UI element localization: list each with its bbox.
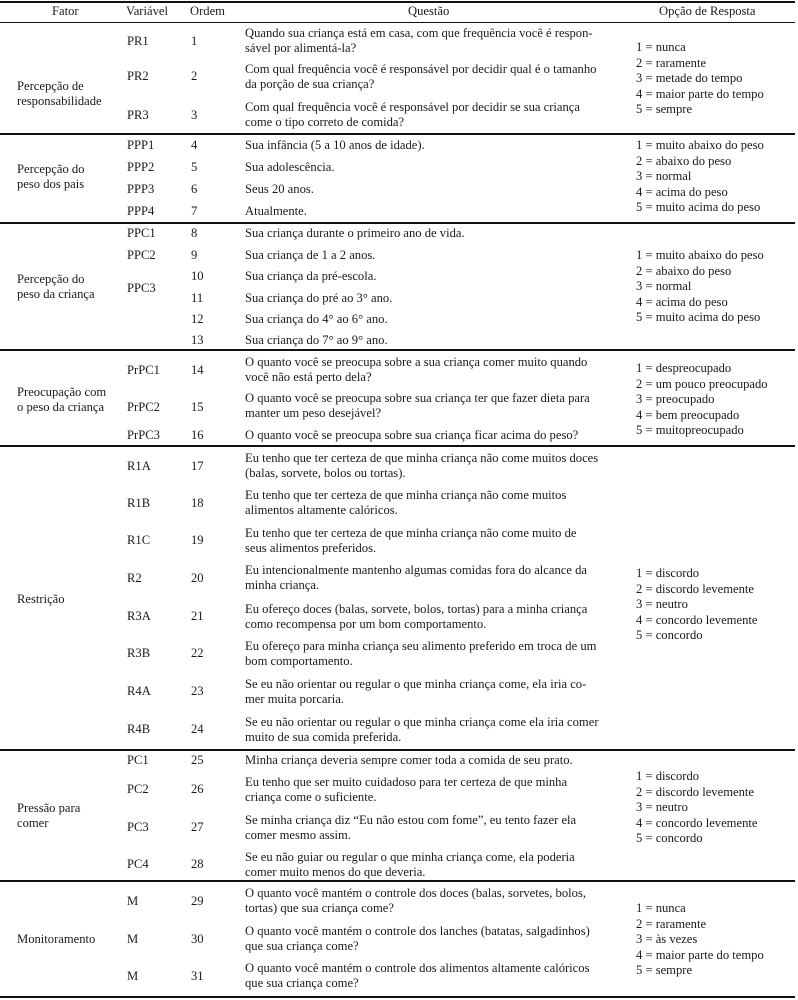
group-divider xyxy=(0,445,795,447)
option-item: 1 = muito abaixo do peso xyxy=(636,138,764,152)
option-item: 2 = abaixo do peso xyxy=(636,263,732,278)
questao-cell: Quando sua criança está em casa, com que frequência você é respon- xyxy=(245,26,593,40)
header-ordem: Ordem xyxy=(190,4,225,18)
questao-cell: O quanto você se preocupa sobre a sua criança comer muito quando xyxy=(245,355,588,369)
ordem-cell: 14 xyxy=(191,363,204,377)
option-item: 5 = muito acima do peso xyxy=(636,200,761,215)
questao-cell: Seus 20 anos. xyxy=(245,182,314,196)
option-item: 1 = discordo xyxy=(636,769,700,783)
questao-cell: que sua criança come? xyxy=(245,976,359,990)
variavel-cell: PR1 xyxy=(127,34,149,48)
ordem-cell: 30 xyxy=(191,932,204,946)
option-item: 3 = neutro xyxy=(636,597,688,612)
variavel-cell: R3B xyxy=(127,646,151,660)
ordem-cell: 5 xyxy=(191,160,198,174)
ordem-cell: 22 xyxy=(191,646,204,660)
questao-cell: Sua criança do 7° ao 9° ano. xyxy=(245,333,388,347)
variavel-cell: PPC1 xyxy=(127,226,156,240)
variavel-cell: R1B xyxy=(127,496,151,510)
option-item: 2 = abaixo do peso xyxy=(636,153,732,168)
variavel-cell: PR3 xyxy=(127,108,149,122)
ordem-cell: 18 xyxy=(191,496,204,510)
questao-cell: Eu ofereço para minha criança seu alimento preferido em troca de um xyxy=(245,639,597,653)
questao-cell: seus alimentos preferidos. xyxy=(245,541,377,555)
header-fator: Fator xyxy=(52,4,79,18)
fator-label: responsabilidade xyxy=(17,94,102,108)
questao-cell: da porção de sua criança? xyxy=(245,77,375,91)
option-item: 5 = muitopreocupado xyxy=(636,423,744,438)
fator-label: comer xyxy=(17,816,49,830)
questao-cell: (balas, sorvete, bolos ou tortas). xyxy=(245,466,406,480)
option-item: 1 = muito abaixo do peso xyxy=(636,248,764,262)
ordem-cell: 6 xyxy=(191,182,198,196)
ordem-cell: 19 xyxy=(191,533,204,547)
ordem-cell: 3 xyxy=(191,108,198,122)
questao-cell: criança come o suficiente. xyxy=(245,790,377,804)
questao-cell: Sua infância (5 a 10 anos de idade). xyxy=(245,138,425,152)
option-item: 1 = nunca xyxy=(636,901,686,915)
ordem-cell: 8 xyxy=(191,226,198,240)
variavel-cell: M xyxy=(127,932,139,946)
ordem-cell: 24 xyxy=(191,722,204,736)
questao-cell: muito de sua comida preferida. xyxy=(245,730,402,744)
option-item: 4 = maior parte do tempo xyxy=(636,947,764,962)
ordem-cell: 25 xyxy=(191,753,204,767)
variavel-cell: PPC3 xyxy=(127,281,156,295)
questao-cell: Sua criança do 4° ao 6° ano. xyxy=(245,312,388,326)
option-item: 3 = neutro xyxy=(636,800,688,815)
option-item: 3 = normal xyxy=(636,169,692,184)
header-variavel: Variável xyxy=(126,4,168,18)
option-item: 2 = discordo levemente xyxy=(636,784,754,799)
ordem-cell: 10 xyxy=(191,269,204,283)
variavel-cell: PrPC2 xyxy=(127,400,160,414)
ordem-cell: 16 xyxy=(191,428,204,442)
ordem-cell: 12 xyxy=(191,312,204,326)
table-top-rule xyxy=(0,1,795,3)
fator-label: Preocupação com xyxy=(17,385,107,399)
variavel-cell: PR2 xyxy=(127,69,149,83)
fator-label: Restrição xyxy=(17,592,65,606)
option-item: 3 = metade do tempo xyxy=(636,71,743,86)
variavel-cell: PPP1 xyxy=(127,138,155,152)
option-item: 3 = preocupado xyxy=(636,392,715,407)
option-item: 4 = concordo levemente xyxy=(636,612,758,627)
questao-cell: Se eu não orientar ou regular o que minha criança come, ela iria co- xyxy=(245,677,587,691)
ordem-cell: 13 xyxy=(191,333,204,347)
fator-label: peso da criança xyxy=(17,287,95,301)
fator-label: Monitoramento xyxy=(17,932,96,946)
group-divider xyxy=(0,133,795,135)
option-item: 5 = muito acima do peso xyxy=(636,310,761,325)
option-item: 4 = acima do peso xyxy=(636,294,728,309)
questao-cell: O quanto você se preocupa sobre sua criança ficar acima do peso? xyxy=(245,428,579,442)
questao-cell: Sua criança da pré-escola. xyxy=(245,269,377,283)
variavel-cell: PrPC3 xyxy=(127,428,160,442)
questao-cell: que sua criança come? xyxy=(245,939,359,953)
questao-cell: Sua criança do pré ao 3° ano. xyxy=(245,291,393,305)
questao-cell: comer muito menos do que deveria. xyxy=(245,865,426,879)
response-options xyxy=(636,248,764,326)
questao-cell: mer muita porcaria. xyxy=(245,692,344,706)
option-item: 4 = acima do peso xyxy=(636,184,728,199)
questao-cell: come o tipo correto de comida? xyxy=(245,115,405,129)
questao-cell: Com qual frequência você é responsável por decidir se sua criança xyxy=(245,100,580,114)
questao-cell: O quanto você se preocupa sobre sua criança ter que fazer dieta para xyxy=(245,391,590,405)
option-item: 4 = bem preocupado xyxy=(636,407,740,422)
fator-label: Pressão para xyxy=(17,801,81,815)
fator-label: Percepção de xyxy=(17,79,84,93)
variavel-cell: PrPC1 xyxy=(127,363,160,377)
option-item: 1 = nunca xyxy=(636,40,686,54)
option-item: 3 = às vezes xyxy=(636,932,698,947)
option-item: 3 = normal xyxy=(636,279,692,294)
questao-cell: O quanto você mantém o controle dos doces (balas, sorvetes, bolos, xyxy=(245,886,586,900)
variavel-cell: R4A xyxy=(127,684,151,698)
ordem-cell: 20 xyxy=(191,571,204,585)
option-item: 5 = concordo xyxy=(636,831,703,846)
questao-cell: você não está perto dela? xyxy=(245,370,372,384)
variavel-cell: PPC2 xyxy=(127,248,156,262)
questao-cell: Sua criança de 1 a 2 anos. xyxy=(245,248,376,262)
option-item: 4 = maior parte do tempo xyxy=(636,86,764,101)
header-bottom-rule xyxy=(0,22,795,23)
group-divider xyxy=(0,880,795,882)
questao-cell: Minha criança deveria sempre comer toda a comida de seu prato. xyxy=(245,753,573,767)
option-item: 5 = concordo xyxy=(636,628,703,643)
option-item: 4 = concordo levemente xyxy=(636,815,758,830)
variavel-cell: M xyxy=(127,894,139,908)
ordem-cell: 4 xyxy=(191,138,198,152)
questao-cell: Sua criança durante o primeiro ano de vida. xyxy=(245,226,465,240)
fator-label: o peso da criança xyxy=(17,400,105,414)
questao-cell: Atualmente. xyxy=(245,204,307,218)
ordem-cell: 1 xyxy=(191,34,198,48)
ordem-cell: 9 xyxy=(191,248,198,262)
questao-cell: sável por alimentá-la? xyxy=(245,41,357,55)
ordem-cell: 31 xyxy=(191,969,204,983)
header-questao: Questão xyxy=(408,4,450,18)
questao-cell: Eu ofereço doces (balas, sorvete, bolos, tortas) para a minha criança xyxy=(245,602,588,616)
response-options xyxy=(636,361,768,439)
questao-cell: Eu tenho que ser muito cuidadoso para ter certeza de que minha xyxy=(245,775,568,789)
option-item: 1 = despreocupado xyxy=(636,361,732,375)
fator-label: peso dos pais xyxy=(17,177,85,191)
questao-cell: Eu tenho que ter certeza de que minha criança não come muito de xyxy=(245,526,577,540)
variavel-cell: R3A xyxy=(127,609,151,623)
variavel-cell: M xyxy=(127,969,139,983)
option-item: 2 = raramente xyxy=(636,916,707,931)
questao-cell: como recompensa por um bom comportamento. xyxy=(245,617,487,631)
response-options xyxy=(636,769,757,847)
response-options xyxy=(636,40,764,118)
variavel-cell: R2 xyxy=(127,571,142,585)
header-opcao: Opção de Resposta xyxy=(659,4,756,18)
ordem-cell: 2 xyxy=(191,69,198,83)
option-item: 5 = sempre xyxy=(636,102,693,117)
ordem-cell: 7 xyxy=(191,204,198,218)
response-options xyxy=(636,901,764,979)
variavel-cell: R1A xyxy=(127,459,151,473)
variavel-cell: PC3 xyxy=(127,820,149,834)
questao-cell: Com qual frequência você é responsável por decidir qual é o tamanho xyxy=(245,62,597,76)
ordem-cell: 26 xyxy=(191,782,204,796)
ordem-cell: 15 xyxy=(191,400,204,414)
group-divider xyxy=(0,222,795,224)
questao-cell: Se eu não guiar ou regular o que minha criança come, ela poderia xyxy=(245,850,575,864)
variavel-cell: PC1 xyxy=(127,753,149,767)
variavel-cell: PPP4 xyxy=(127,204,155,218)
ordem-cell: 29 xyxy=(191,894,204,908)
variavel-cell: PPP3 xyxy=(127,182,155,196)
variavel-cell: PC4 xyxy=(127,857,149,871)
questao-cell: tortas) que sua criança come? xyxy=(245,901,394,915)
option-item: 2 = discordo levemente xyxy=(636,581,754,596)
group-divider xyxy=(0,349,795,351)
option-item: 2 = raramente xyxy=(636,55,707,70)
questao-cell: O quanto você mantém o controle dos alimentos altamente calóricos xyxy=(245,961,590,975)
questao-cell: O quanto você mantém o controle dos lanches (batatas, salgadinhos) xyxy=(245,924,590,938)
response-options xyxy=(636,138,764,216)
ordem-cell: 17 xyxy=(191,459,204,473)
response-options xyxy=(636,566,757,644)
questao-cell: minha criança. xyxy=(245,578,320,592)
questao-cell: Eu tenho que ter certeza de que minha criança não come muitos xyxy=(245,488,567,502)
questao-cell: bom comportamento. xyxy=(245,654,353,668)
ordem-cell: 21 xyxy=(191,609,204,623)
ordem-cell: 28 xyxy=(191,857,204,871)
ordem-cell: 11 xyxy=(191,291,204,305)
option-item: 2 = um pouco preocupado xyxy=(636,376,768,391)
questao-cell: comer mesmo assim. xyxy=(245,828,351,842)
fator-label: Percepção do xyxy=(17,272,85,286)
variavel-cell: PC2 xyxy=(127,782,149,796)
variavel-cell: R4B xyxy=(127,722,151,736)
questao-cell: Sua adolescência. xyxy=(245,160,335,174)
questao-cell: Se eu não orientar ou regular o que minha criança come ela iria comer xyxy=(245,715,599,729)
ordem-cell: 23 xyxy=(191,684,204,698)
questao-cell: Eu tenho que ter certeza de que minha criança não come muitos doces xyxy=(245,451,599,465)
fator-label: Percepção do xyxy=(17,162,85,176)
questao-cell: Se minha criança diz “Eu não estou com fome”, eu tento fazer ela xyxy=(245,813,577,827)
ordem-cell: 27 xyxy=(191,820,204,834)
questao-cell: alimentos altamente calóricos. xyxy=(245,503,398,517)
option-item: 5 = sempre xyxy=(636,963,693,978)
questao-cell: Eu intencionalmente mantenho algumas comidas fora do alcance da xyxy=(245,563,587,577)
variavel-cell: PPP2 xyxy=(127,160,155,174)
variavel-cell: R1C xyxy=(127,533,151,547)
questao-cell: manter um peso desejável? xyxy=(245,406,382,420)
group-divider xyxy=(0,749,795,751)
table-bottom-rule xyxy=(0,996,795,998)
option-item: 1 = discordo xyxy=(636,566,700,580)
